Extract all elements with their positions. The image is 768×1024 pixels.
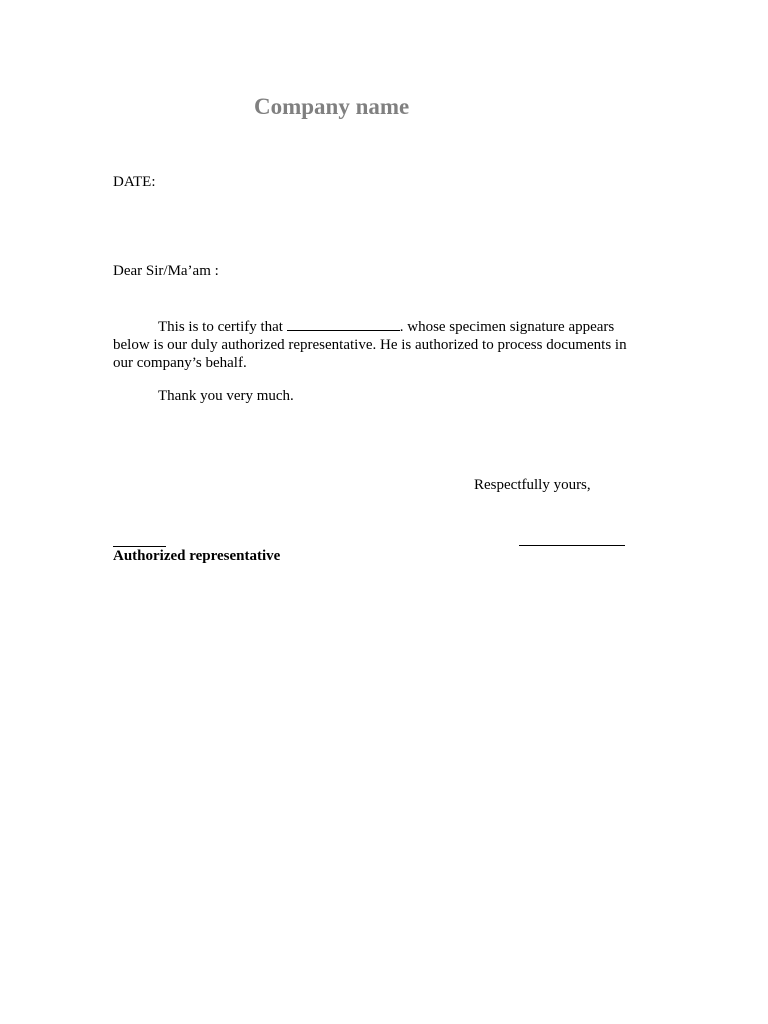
body-line-1-start: This is to certify that (158, 319, 287, 335)
representative-signature-line (113, 546, 166, 547)
thanks-line (113, 388, 294, 405)
body-line-1 (113, 317, 643, 336)
body-line-3: our company’s behalf. (113, 355, 247, 371)
signatory-signature-line (519, 545, 625, 546)
thanks-text: Thank you very much. (158, 388, 294, 404)
authorized-representative-label: Authorized representative (113, 548, 281, 564)
company-name-heading: Company name (254, 94, 410, 119)
body-line-1-end: . whose specimen signature appears (399, 319, 615, 335)
name-blank-line (287, 317, 400, 331)
body-paragraph (113, 317, 643, 372)
salutation: Dear Sir/Ma’am : (113, 263, 219, 279)
body-line-2: below is our duly authorized representative. He is authorized to process documents in (113, 337, 627, 353)
date-label: DATE: (113, 174, 156, 190)
closing-line: Respectfully yours, (474, 477, 591, 493)
